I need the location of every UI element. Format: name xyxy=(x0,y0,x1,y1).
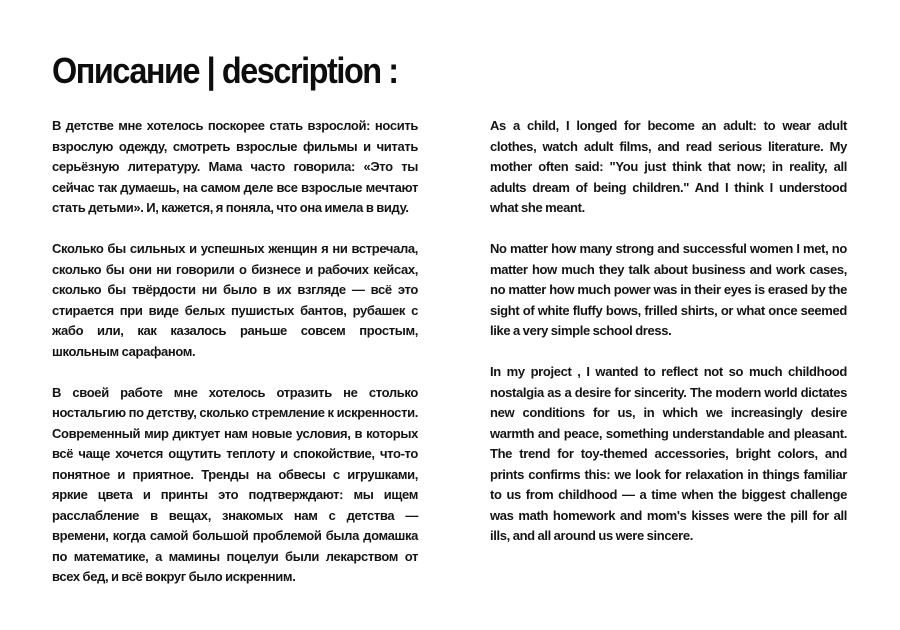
english-description-column xyxy=(490,116,847,567)
page-title: Описание | description : xyxy=(52,50,398,91)
paragraph-ru-3: В своей работе мне хотелось отразить не столько ностальгию по детству, сколько стремление к искренности. Современный мир диктует нам новые условия, в которых всё чаще хочется ощутить теплоту и спокойствие, что-то понятное и приятное. Тренды на обвесы с игрушками, яркие цвета и принты это подтверждают: мы ищем расслабление в вещах, знакомых нам с детства — времени, когда самой большой проблемой была домашка по математике, а мамины поцелуи были лекарством от всех бед, и всё вокруг было искренним. xyxy=(52,384,418,584)
paragraph-en-3: In my project , I wanted to reflect not so much childhood nostalgia as a desire for sincerity. The modern world dictates new conditions for us, in which we increasingly desire warmth and peace, something understandable and pleasant. The trend for toy-themed accessories, bright colors, and prints confirms this: we look for relaxation in things familiar to us from childhood — a time when the biggest challenge was math homework and mom's kisses were the pill for all ills, and all around us were sincere. xyxy=(490,364,847,543)
russian-description-column xyxy=(52,116,418,608)
paragraph-en-1: As a child, I longed for become an adult: to wear adult clothes, watch adult films, and read serious literature. My mother often said: "You just think that now; in reality, all adults dream of being children." And I think I understood what she meant. xyxy=(490,118,847,215)
paragraph-ru-2: Сколько бы сильных и успешных женщин я ни встречала, сколько бы они ни говорили о бизнесе и рабочих кейсах, сколько бы твёрдости ни было в их взгляде — всё это стирается при виде белых пушистых бантов, рубашек с жабо или, как казалось раньше совсем простым, школьным сарафаном. xyxy=(52,241,418,359)
paragraph-en-2: No matter how many strong and successful women I met, no matter how much they talk about business and work cases, no matter how much power was in their eyes is erased by the sight of white fluffy bows, frilled shirts, or what once seemed like a very simple school dress. xyxy=(490,241,847,338)
paragraph-ru-1: В детстве мне хотелось поскорее стать взрослой: носить взрослую одежду, смотреть взрослые фильмы и читать серьёзную литературу. Мама часто говорила: «Это ты сейчас так думаешь, на самом деле все взрослые мечтают стать детьми». И, кажется, я поняла, что она имела в виду. xyxy=(52,118,418,215)
